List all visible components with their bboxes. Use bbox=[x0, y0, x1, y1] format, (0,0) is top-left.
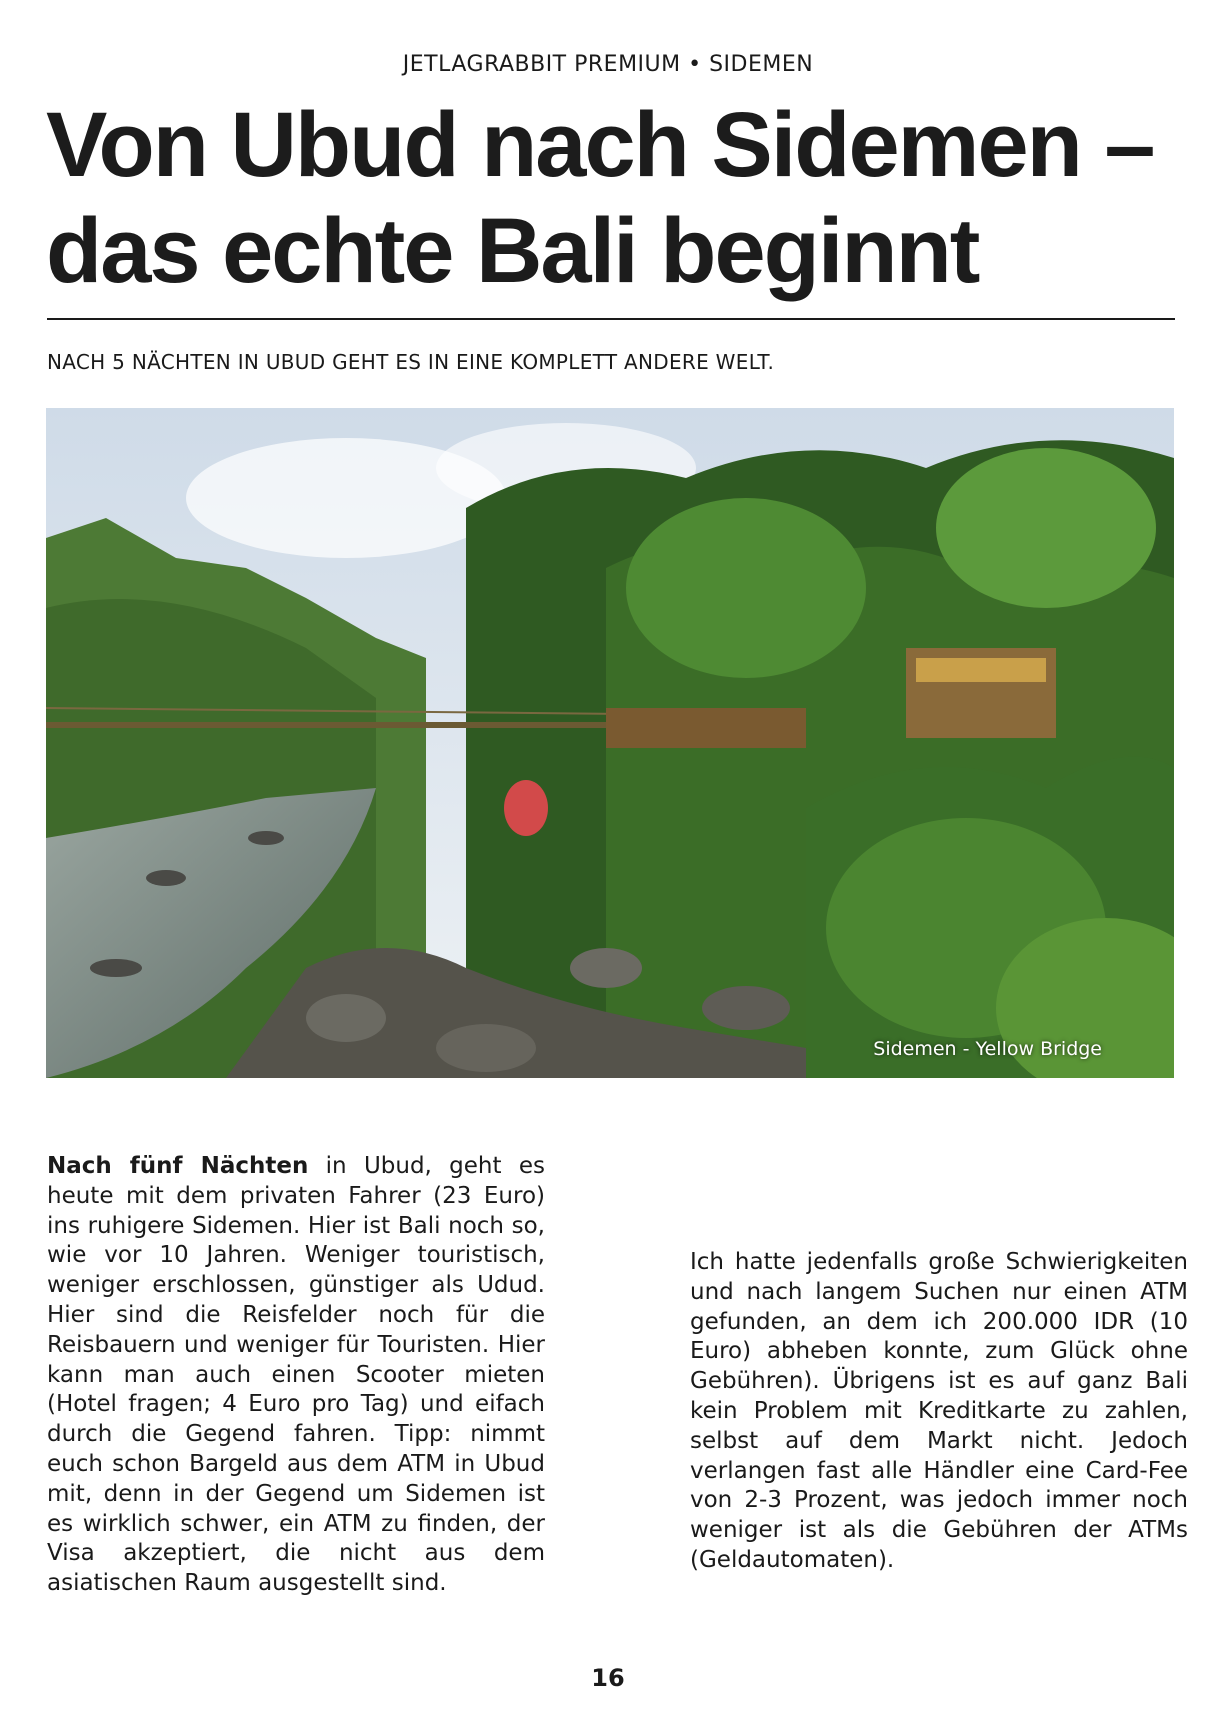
title-divider bbox=[47, 318, 1175, 320]
section-kicker: JETLAGRABBIT PREMIUM • SIDEMEN bbox=[402, 52, 814, 77]
hero-photo bbox=[46, 408, 1174, 1078]
photo-caption: Sidemen - Yellow Bridge bbox=[873, 1038, 1102, 1060]
subtitle: NACH 5 NÄCHTEN IN UBUD GEHT ES IN EINE KOMPLETT ANDERE WELT. bbox=[47, 350, 775, 374]
body-column-right bbox=[690, 1248, 1188, 1576]
lead-text: Nach fünf Nächten bbox=[47, 1153, 309, 1179]
right-paragraph: Ich hatte jedenfalls große Schwierigkeiten und nach langem Suchen nur einen ATM gefunden, an dem ich 200.000 IDR (10 Euro) abheben konnte, zum Glück ohne Gebühren). Übrigens ist es auf ganz Bali kein Problem mit Kreditkarte zu zahlen, selbst auf dem Markt nicht. Jedoch verlangen fast alle Händler eine Card-Fee von 2-3 Prozent, was jedoch immer noch weniger ist als die Gebühren der ATMs (Geldautomaten). bbox=[690, 1249, 1188, 1573]
photo-illustration bbox=[46, 408, 1174, 1078]
body-column-left bbox=[47, 1152, 545, 1599]
title-line-2: das echte Bali beginnt bbox=[46, 200, 979, 302]
left-paragraph: in Ubud, geht es heute mit dem privaten Fahrer (23 Euro) ins ruhigere Sidemen. Hier ist Bali noch so, wie vor 10 Jahren. Weniger touristisch, weniger erschlossen, günstiger als Udud. Hier sind die Reisfelder noch für die Reisbauern und weniger für Touristen. Hier kann man auch einen Scooter mieten (Hotel fragen; 4 Euro pro Tag) und eifach durch die Gegend fahren. Tipp: nimmt euch schon Bargeld aus dem ATM in Ubud mit, denn in der Gegend um Sidemen ist es wirklich schwer, ein ATM zu finden, der Visa akzeptiert, die nicht aus dem asiatischen Raum ausgestellt sind. bbox=[47, 1153, 545, 1597]
page-title bbox=[46, 92, 1186, 304]
page-number: 16 bbox=[591, 1664, 625, 1692]
title-line-1: Von Ubud nach Sidemen – bbox=[46, 94, 1154, 196]
